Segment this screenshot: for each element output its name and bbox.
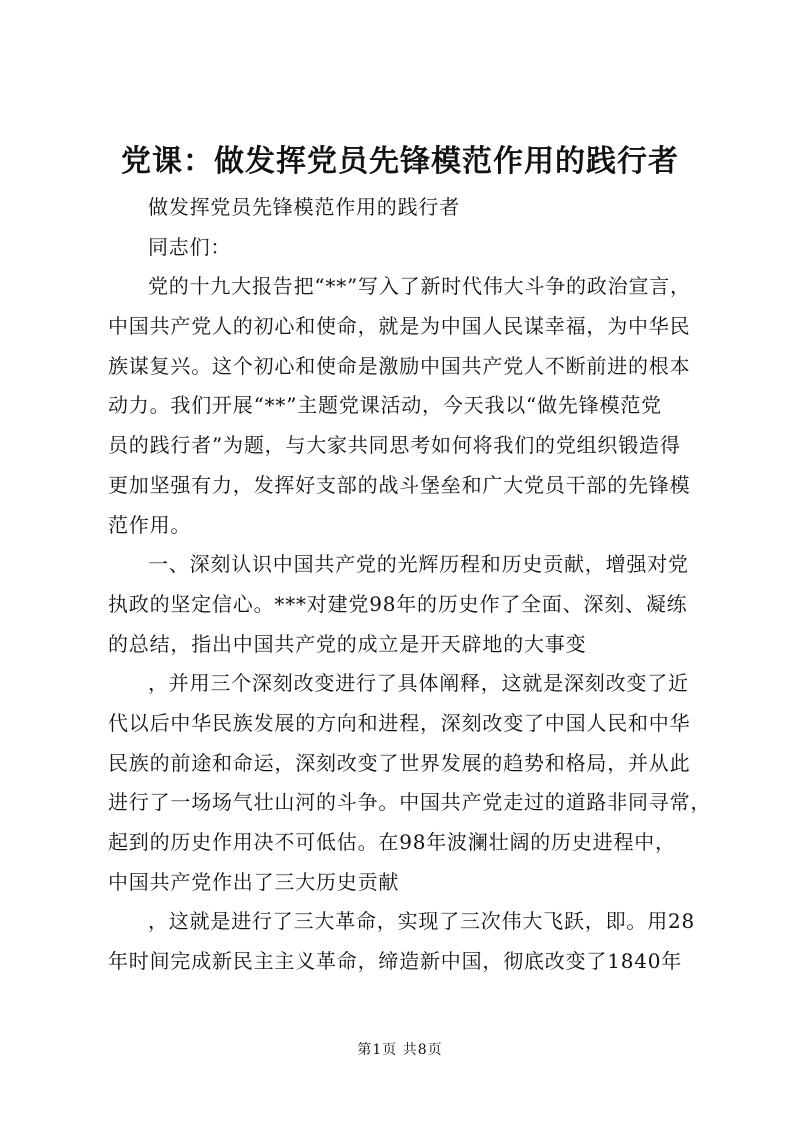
text-line: 动力。我们开展“**”主题党课活动，今天我以“做先锋模范党 bbox=[108, 393, 662, 418]
text-line: 进行了一场场气壮山河的斗争。中国共产党走过的道路非同寻常， bbox=[108, 790, 712, 815]
text-line: ，这就是进行了三大革命，实现了三次伟大飞跃，即。用28 bbox=[148, 909, 696, 934]
text-line: 更加坚强有力，发挥好支部的战斗堡垒和广大党员干部的先锋模 bbox=[108, 472, 691, 497]
page-footer: 第1页 共8页 bbox=[357, 1042, 443, 1058]
text-line: 的总结，指出中国共产党的成立是开天辟地的大事变 bbox=[108, 631, 587, 656]
text-line: 员的践行者”为题，与大家共同思考如何将我们的党组织锻造得 bbox=[108, 433, 681, 458]
text-line: 执政的坚定信心。***对建党98年的历史作了全面、深刻、凝练 bbox=[108, 591, 688, 616]
text-line: 起到的历史作用决不可低估。在98年波澜壮阔的历史进程中， bbox=[108, 830, 676, 854]
text-line: 民族的前途和命运，深刻改变了世界发展的趋势和格局，并从此 bbox=[108, 750, 691, 775]
document-body bbox=[108, 188, 718, 982]
text-line: 做发挥党员先锋模范作用的践行者 bbox=[148, 195, 460, 219]
text-line: 范作用。 bbox=[108, 512, 192, 537]
text-line: 代以后中华民族发展的方向和进程，深刻改变了中国人民和中华 bbox=[108, 710, 691, 735]
text-line: 族谋复兴。这个初心和使命是激励中国共产党人不断前进的根本 bbox=[108, 353, 691, 378]
text-line: 同志们： bbox=[148, 234, 232, 259]
page-title: 党课：做发挥党员先锋模范作用的践行者 bbox=[121, 144, 679, 179]
text-line: 中国共产党作出了三大历史贡献 bbox=[108, 869, 400, 894]
text-line: 一、深刻认识中国共产党的光辉历程和历史贡献，增强对党 bbox=[148, 552, 689, 577]
text-line: ，并用三个深刻改变进行了具体阐释，这就是深刻改变了近 bbox=[148, 671, 689, 696]
text-line: 党的十九大报告把“**”写入了新时代伟大斗争的政治宣言， bbox=[148, 274, 691, 299]
text-line: 中国共产党人的初心和使命，就是为中国人民谋幸福，为中华民 bbox=[108, 314, 691, 339]
text-line: 年时间完成新民主主义革命，缔造新中国，彻底改变了1840年 bbox=[108, 949, 683, 974]
